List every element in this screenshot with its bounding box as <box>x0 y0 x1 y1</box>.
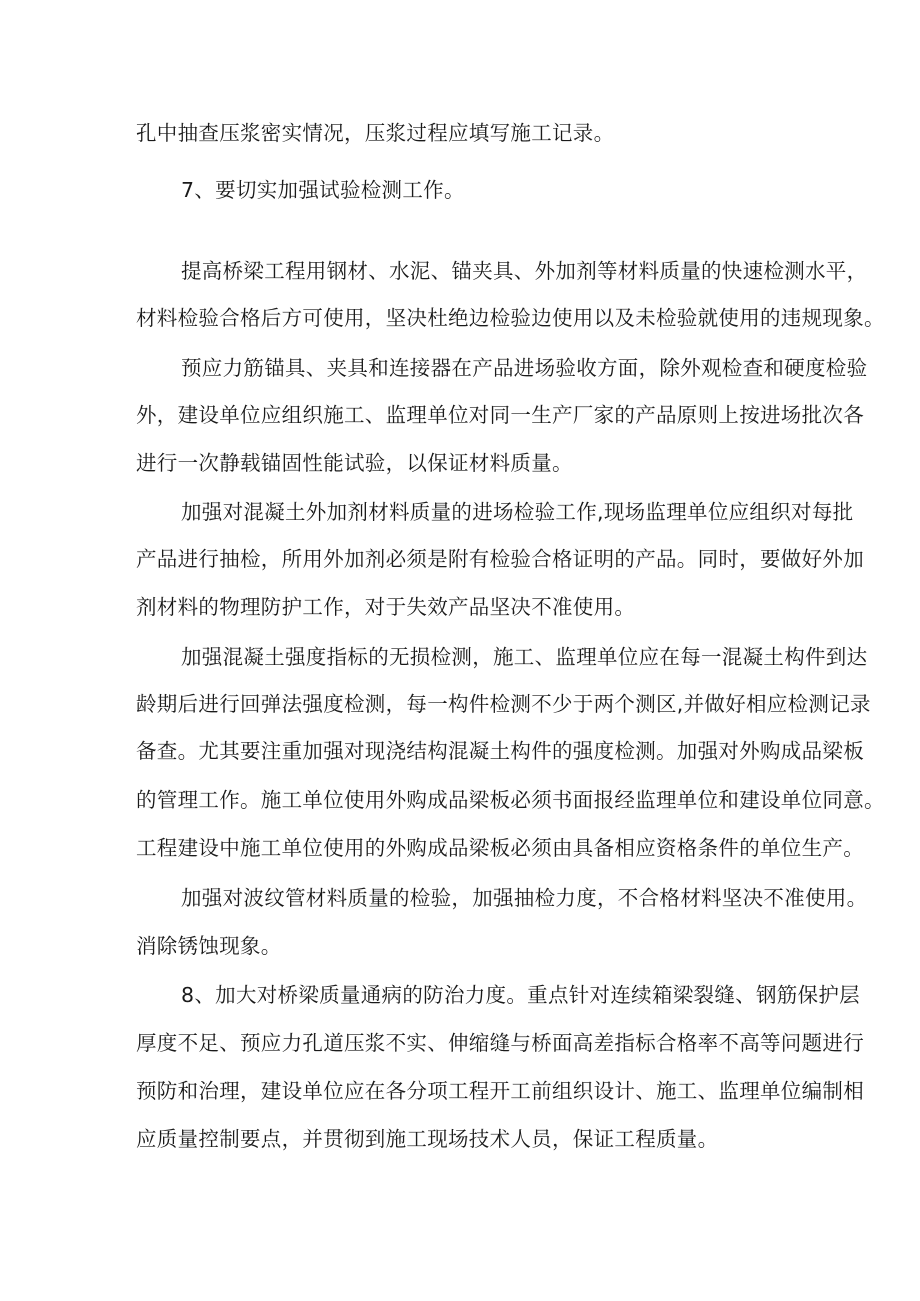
text-line: 龄期后进行回弹法强度检测，每一构件检测不少于两个测区,并做好相应检测记录 <box>136 692 871 716</box>
text-line: 厚度不足、预应力孔道压浆不实、伸缩缝与桥面高差指标合格率不高等问题进行 <box>136 1031 864 1055</box>
text-line: 8、加大对桥梁质量通病的防治力度。重点针对连续箱梁裂缝、钢筋保护层 <box>181 983 860 1007</box>
text-line: 应质量控制要点，并贯彻到施工现场技术人员，保证工程质量。 <box>136 1127 719 1151</box>
text-line: 预应力筋锚具、夹具和连接器在产品进场验收方面，除外观检查和硬度检验 <box>181 356 868 380</box>
text-line: 提高桥梁工程用钢材、水泥、锚夹具、外加剂等材料质量的快速检测水平， <box>181 259 868 283</box>
text-line: 产品进行抽检，所用外加剂必须是附有检验合格证明的产品。同时，要做好外加 <box>136 547 864 571</box>
text-line: 消除锈蚀现象。 <box>136 934 282 958</box>
text-line: 剂材料的物理防护工作，对于失效产品坚决不准使用。 <box>136 595 636 619</box>
text-line: 材料检验合格后方可使用，坚决杜绝边检验边使用以及未检验就使用的违规现象。 <box>136 306 885 330</box>
text-line: 预防和治理，建设单位应在各分项工程开工前组织设计、施工、监理单位编制相 <box>136 1079 864 1103</box>
text-line: 工程建设中施工单位使用的外购成品梁板必须由具备相应资格条件的单位生产。 <box>136 836 864 860</box>
text-line: 外，建设单位应组织施工、监理单位对同一生产厂家的产品原则上按进场批次各 <box>136 403 864 427</box>
text-line: 加强混凝土强度指标的无损检测，施工、监理单位应在每一混凝土构件到达 <box>181 645 868 669</box>
text-line: 7、要切实加强试验检测工作。 <box>181 178 465 202</box>
text-line: 加强对波纹管材料质量的检验，加强抽检力度，不合格材料坚决不准使用。 <box>181 886 868 910</box>
text-line: 进行一次静载锚固性能试验，以保证材料质量。 <box>136 451 573 475</box>
text-line: 的管理工作。施工单位使用外购成品梁板必须书面报经监理单位和建设单位同意。 <box>136 788 885 812</box>
text-line: 备查。尤其要注重加强对现浇结构混凝土构件的强度检测。加强对外购成品梁板 <box>136 739 864 763</box>
text-line: 孔中抽查压浆密实情况，压浆过程应填写施工记录。 <box>136 121 615 145</box>
text-line: 加强对混凝土外加剂材料质量的进场检验工作,现场监理单位应组织对每批 <box>181 500 854 524</box>
